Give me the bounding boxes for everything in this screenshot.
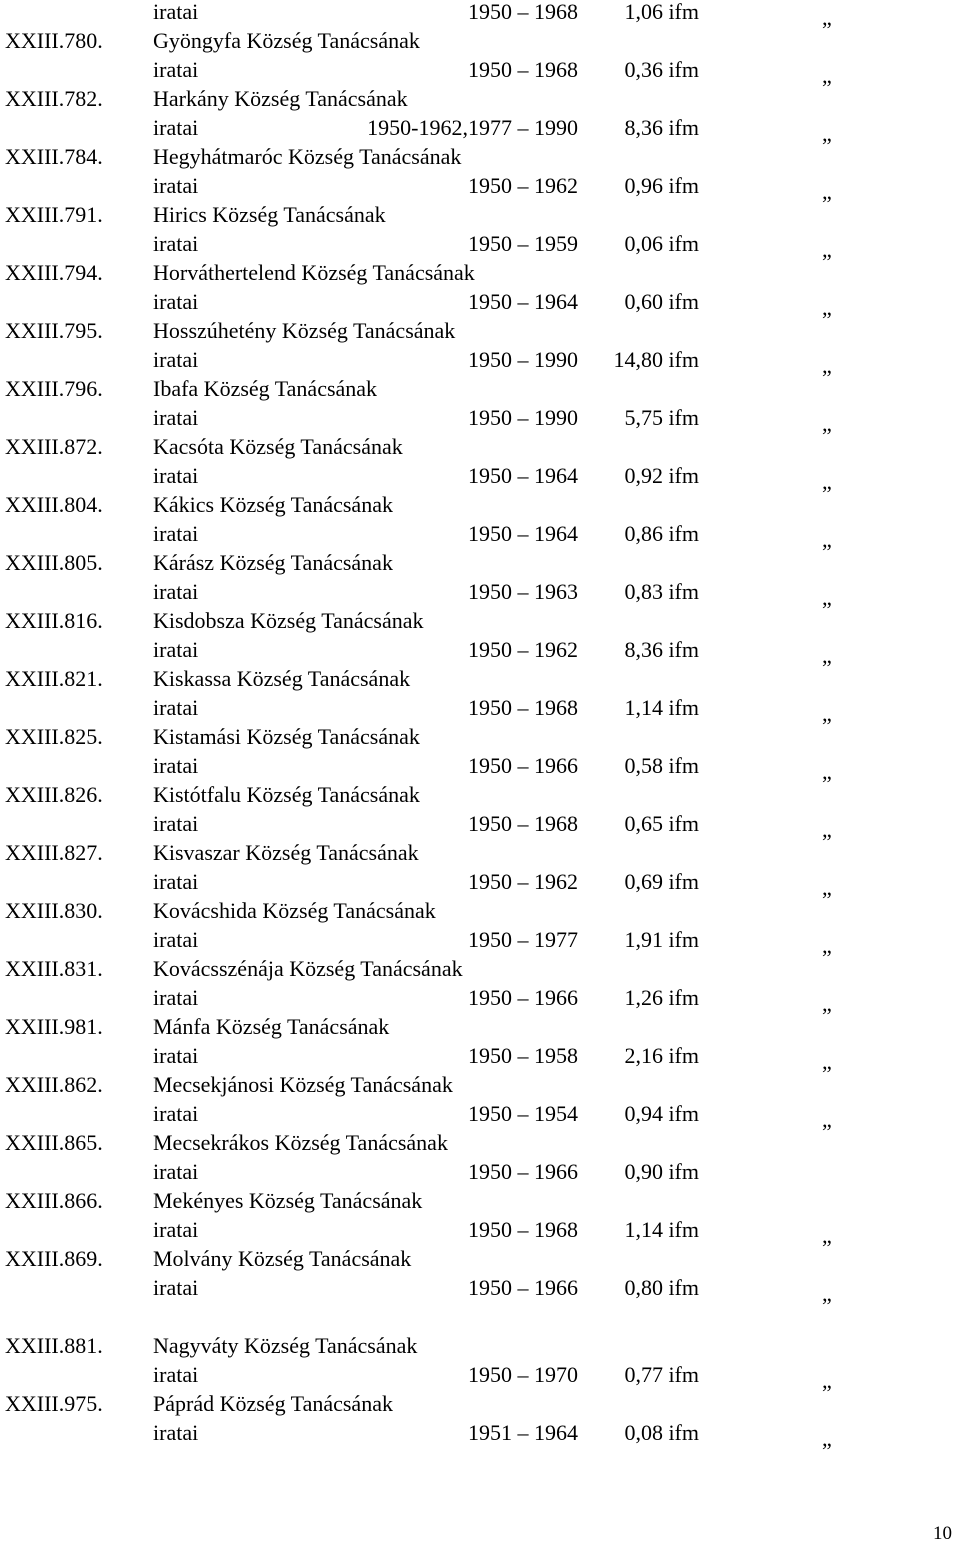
entry-title-row	[0, 548, 960, 577]
ditto-mark: „	[822, 701, 832, 726]
record-label: iratai	[153, 463, 199, 488]
ditto-mark: „	[822, 63, 832, 88]
entry-title-row	[0, 1389, 960, 1418]
entry-title-row	[0, 316, 960, 345]
fonds-title: Mánfa Község Tanácsának	[153, 1014, 390, 1039]
record-extent: 0,80 ifm	[624, 1275, 699, 1300]
record-row	[0, 925, 960, 958]
fonds-title: Hegyhátmaróc Község Tanácsának	[153, 144, 462, 169]
record-label: iratai	[153, 695, 199, 720]
fonds-title: Hosszúhetény Község Tanácsának	[153, 318, 456, 343]
signature: XXIII.831.	[5, 956, 103, 981]
entry-title-row	[0, 142, 960, 171]
record-row	[0, 1099, 960, 1132]
ditto-mark: „	[822, 1426, 832, 1451]
record-years: 1950 – 1964	[468, 463, 578, 488]
ditto-mark: „	[822, 759, 832, 784]
record-label: iratai	[153, 1159, 199, 1184]
record-label: iratai	[153, 869, 199, 894]
record-label: iratai	[153, 173, 199, 198]
record-extent: 0,36 ifm	[624, 57, 699, 82]
record-label: iratai	[153, 1043, 199, 1068]
record-extent: 0,83 ifm	[624, 579, 699, 604]
record-years: 1950 – 1966	[468, 985, 578, 1010]
signature: XXIII.981.	[5, 1014, 103, 1039]
record-row	[0, 0, 960, 30]
record-years: 1950 – 1968	[468, 695, 578, 720]
record-row	[0, 171, 960, 204]
record-extent: 8,36 ifm	[624, 115, 699, 140]
ditto-mark: „	[822, 991, 832, 1016]
signature: XXIII.862.	[5, 1072, 103, 1097]
entry-title-row	[0, 1128, 960, 1157]
record-years: 1950 – 1966	[468, 1275, 578, 1300]
record-extent: 0,08 ifm	[624, 1420, 699, 1445]
signature: XXIII.825.	[5, 724, 103, 749]
entry-title-row	[0, 896, 960, 925]
record-label: iratai	[153, 1101, 199, 1126]
record-years: 1950 – 1966	[468, 753, 578, 778]
record-extent: 0,06 ifm	[624, 231, 699, 256]
fonds-title: Mekényes Község Tanácsának	[153, 1188, 423, 1213]
record-years: 1950 – 1970	[468, 1362, 578, 1387]
fonds-title: Kákics Község Tanácsának	[153, 492, 393, 517]
fonds-title: Harkány Község Tanácsának	[153, 86, 408, 111]
record-label: iratai	[153, 579, 199, 604]
record-label: iratai	[153, 985, 199, 1010]
record-years: 1950 – 1962	[468, 637, 578, 662]
fonds-title: Kovácsszénája Község Tanácsának	[153, 956, 463, 981]
signature: XXIII.872.	[5, 434, 103, 459]
record-row	[0, 287, 960, 320]
record-extent: 0,94 ifm	[624, 1101, 699, 1126]
ditto-mark: „	[822, 179, 832, 204]
record-row	[0, 809, 960, 842]
fonds-title: Kisvaszar Község Tanácsának	[153, 840, 419, 865]
entry-title-row	[0, 954, 960, 983]
record-row	[0, 867, 960, 900]
signature: XXIII.791.	[5, 202, 103, 227]
record-row	[0, 1418, 960, 1451]
record-row	[0, 1273, 960, 1306]
record-extent: 0,58 ifm	[624, 753, 699, 778]
record-label: iratai	[153, 115, 199, 140]
record-extent: 1,91 ifm	[624, 927, 699, 952]
fonds-title: Horváthertelend Község Tanácsának	[153, 260, 475, 285]
fonds-title: Kárász Község Tanácsának	[153, 550, 393, 575]
entry-title-row	[0, 664, 960, 693]
signature: XXIII.827.	[5, 840, 103, 865]
record-row	[0, 751, 960, 784]
signature: XXIII.796.	[5, 376, 103, 401]
ditto-mark: „	[822, 643, 832, 668]
record-years: 1950 – 1966	[468, 1159, 578, 1184]
signature: XXIII.869.	[5, 1246, 103, 1271]
signature: XXIII.780.	[5, 28, 103, 53]
fonds-title: Kiskassa Község Tanácsának	[153, 666, 411, 691]
signature: XXIII.975.	[5, 1391, 103, 1416]
record-years: 1950 – 1968	[468, 811, 578, 836]
ditto-mark: „	[822, 1107, 832, 1132]
fonds-title: Kisdobsza Község Tanácsának	[153, 608, 424, 633]
record-years: 1950 – 1968	[468, 1217, 578, 1242]
signature: XXIII.826.	[5, 782, 103, 807]
record-row	[0, 229, 960, 262]
record-years: 1950 – 1968	[468, 0, 578, 24]
fonds-title: Molvány Község Tanácsának	[153, 1246, 412, 1271]
record-label: iratai	[153, 1275, 199, 1300]
fonds-title: Páprád Község Tanácsának	[153, 1391, 393, 1416]
record-row	[0, 113, 960, 146]
record-label: iratai	[153, 637, 199, 662]
record-years: 1950 – 1963	[468, 579, 578, 604]
entry-title-row	[0, 200, 960, 229]
record-label: iratai	[153, 521, 199, 546]
record-extent: 14,80 ifm	[613, 347, 699, 372]
signature: XXIII.816.	[5, 608, 103, 633]
record-years: 1950 – 1954	[468, 1101, 578, 1126]
record-row	[0, 1360, 960, 1393]
signature: XXIII.866.	[5, 1188, 103, 1213]
record-row	[0, 635, 960, 668]
record-label: iratai	[153, 0, 199, 24]
record-years: 1950 – 1962	[468, 173, 578, 198]
record-extent: 0,92 ifm	[624, 463, 699, 488]
record-extent: 5,75 ifm	[624, 405, 699, 430]
record-years: 1950-1962,1977 – 1990	[367, 115, 578, 140]
record-extent: 0,65 ifm	[624, 811, 699, 836]
record-label: iratai	[153, 231, 199, 256]
record-years: 1950 – 1977	[468, 927, 578, 952]
record-label: iratai	[153, 753, 199, 778]
entry-title-row	[0, 432, 960, 461]
fonds-title: Kistótfalu Község Tanácsának	[153, 782, 420, 807]
ditto-mark: „	[822, 5, 832, 30]
record-extent: 0,69 ifm	[624, 869, 699, 894]
entry-title-row	[0, 84, 960, 113]
entry-title-row	[0, 374, 960, 403]
entry-title-row	[0, 606, 960, 635]
record-row	[0, 693, 960, 726]
signature: XXIII.782.	[5, 86, 103, 111]
signature: XXIII.794.	[5, 260, 103, 285]
record-label: iratai	[153, 289, 199, 314]
record-row	[0, 1041, 960, 1074]
ditto-mark: „	[822, 295, 832, 320]
fonds-title: Kacsóta Község Tanácsának	[153, 434, 403, 459]
fonds-title: Mecsekrákos Község Tanácsának	[153, 1130, 448, 1155]
record-label: iratai	[153, 1420, 199, 1445]
record-row	[0, 55, 960, 88]
entry-title-row	[0, 722, 960, 751]
record-label: iratai	[153, 57, 199, 82]
signature: XXIII.821.	[5, 666, 103, 691]
record-label: iratai	[153, 405, 199, 430]
signature: XXIII.795.	[5, 318, 103, 343]
page-number: 10	[933, 1523, 952, 1544]
record-extent: 1,06 ifm	[624, 0, 699, 24]
record-extent: 0,60 ifm	[624, 289, 699, 314]
fonds-title: Gyöngyfa Község Tanácsának	[153, 28, 420, 53]
record-label: iratai	[153, 811, 199, 836]
record-years: 1950 – 1958	[468, 1043, 578, 1068]
record-years: 1950 – 1990	[468, 405, 578, 430]
record-row	[0, 461, 960, 494]
entry-title-row	[0, 1186, 960, 1215]
record-extent: 8,36 ifm	[624, 637, 699, 662]
record-years: 1950 – 1962	[468, 869, 578, 894]
ditto-mark: „	[822, 121, 832, 146]
fonds-title: Ibafa Község Tanácsának	[153, 376, 378, 401]
record-row	[0, 345, 960, 378]
signature: XXIII.881.	[5, 1333, 103, 1358]
fonds-title: Nagyváty Község Tanácsának	[153, 1333, 418, 1358]
signature: XXIII.830.	[5, 898, 103, 923]
entry-title-row	[0, 838, 960, 867]
record-years: 1950 – 1964	[468, 289, 578, 314]
record-row	[0, 983, 960, 1016]
record-years: 1950 – 1990	[468, 347, 578, 372]
record-extent: 1,26 ifm	[624, 985, 699, 1010]
entry-title-row	[0, 26, 960, 55]
record-years: 1950 – 1968	[468, 57, 578, 82]
ditto-mark: „	[822, 469, 832, 494]
ditto-mark: „	[822, 353, 832, 378]
record-extent: 0,96 ifm	[624, 173, 699, 198]
ditto-mark: „	[822, 933, 832, 958]
record-label: iratai	[153, 927, 199, 952]
signature: XXIII.865.	[5, 1130, 103, 1155]
entry-title-row	[0, 1244, 960, 1273]
ditto-mark: „	[822, 817, 832, 842]
entry-title-row	[0, 1012, 960, 1041]
record-row	[0, 519, 960, 552]
fonds-title: Hirics Község Tanácsának	[153, 202, 386, 227]
ditto-mark: „	[822, 1049, 832, 1074]
record-row	[0, 577, 960, 610]
record-years: 1951 – 1964	[468, 1420, 578, 1445]
signature: XXIII.805.	[5, 550, 103, 575]
fonds-title: Mecsekjánosi Község Tanácsának	[153, 1072, 453, 1097]
record-label: iratai	[153, 1217, 199, 1242]
ditto-mark: „	[822, 527, 832, 552]
ditto-mark: „	[822, 411, 832, 436]
fonds-title: Kistamási Község Tanácsának	[153, 724, 420, 749]
entry-title-row	[0, 258, 960, 287]
record-extent: 2,16 ifm	[624, 1043, 699, 1068]
record-extent: 0,86 ifm	[624, 521, 699, 546]
signature: XXIII.804.	[5, 492, 103, 517]
ditto-mark: „	[822, 1368, 832, 1393]
record-row	[0, 1215, 960, 1248]
record-label: iratai	[153, 1362, 199, 1387]
record-row	[0, 1157, 960, 1186]
record-extent: 1,14 ifm	[624, 695, 699, 720]
ditto-mark: „	[822, 875, 832, 900]
entry-title-row	[0, 490, 960, 519]
record-years: 1950 – 1959	[468, 231, 578, 256]
signature: XXIII.784.	[5, 144, 103, 169]
record-years: 1950 – 1964	[468, 521, 578, 546]
record-label: iratai	[153, 347, 199, 372]
record-extent: 0,90 ifm	[624, 1159, 699, 1184]
record-extent: 0,77 ifm	[624, 1362, 699, 1387]
ditto-mark: „	[822, 1281, 832, 1306]
ditto-mark: „	[822, 237, 832, 262]
entry-title-row	[0, 780, 960, 809]
ditto-mark: „	[822, 585, 832, 610]
fonds-title: Kovácshida Község Tanácsának	[153, 898, 436, 923]
record-extent: 1,14 ifm	[624, 1217, 699, 1242]
entry-title-row	[0, 1070, 960, 1099]
ditto-mark: „	[822, 1223, 832, 1248]
entry-title-row	[0, 1331, 960, 1360]
record-row	[0, 403, 960, 436]
